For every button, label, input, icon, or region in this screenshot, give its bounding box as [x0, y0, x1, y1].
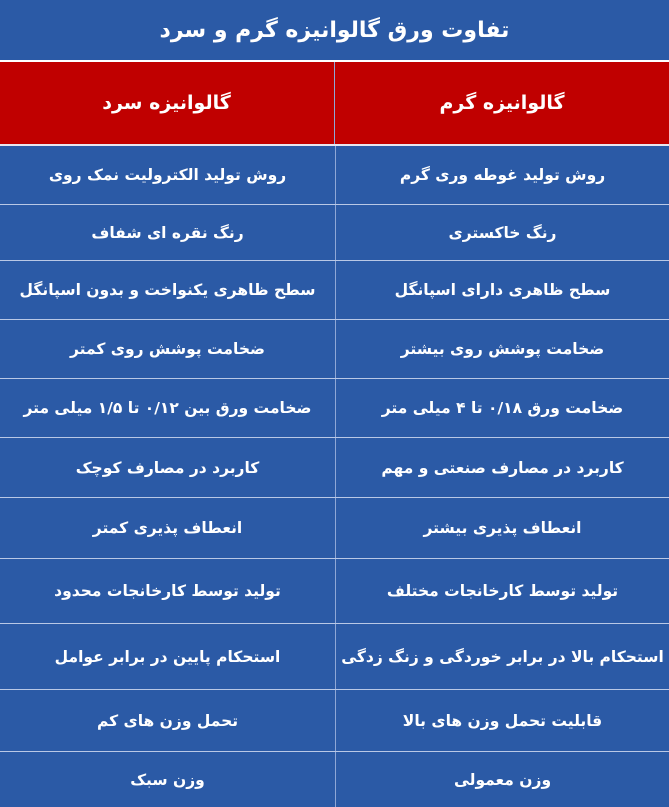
table-row	[0, 498, 669, 559]
cell-cold: وزن سبک	[130, 770, 205, 789]
cell-cold: ضخامت پوشش روی کمتر	[70, 340, 265, 358]
table-row	[0, 146, 669, 205]
cell-cold: استحکام پایین در برابر عوامل	[54, 647, 281, 666]
header-hot-galvanized: گالوانیزه گرم	[334, 62, 669, 144]
table-title-text: تفاوت ورق گالوانیزه گرم و سرد	[159, 17, 510, 43]
table-row	[0, 690, 669, 752]
cell-hot: ضخامت ورق ۰/۱۸ تا ۴ میلی متر	[335, 379, 669, 437]
table-header	[0, 62, 669, 146]
table-row	[0, 438, 669, 498]
cell-hot: وزن معمولی	[335, 752, 669, 807]
table-row	[0, 320, 669, 379]
cell-cold: کاربرد در مصارف کوچک	[75, 458, 260, 477]
cell-hot: ضخامت پوشش روی بیشتر	[335, 320, 669, 378]
table-row	[0, 261, 669, 320]
table-row	[0, 379, 669, 438]
table-row	[0, 205, 669, 261]
cell-hot: رنگ خاکستری	[335, 205, 669, 260]
header-cold-galvanized: گالوانیزه سرد	[102, 92, 231, 114]
cell-hot: تولید توسط کارخانجات مختلف	[335, 559, 669, 623]
cell-hot: روش تولید غوطه وری گرم	[335, 146, 669, 204]
cell-cold: تحمل وزن های کم	[96, 711, 239, 730]
cell-hot: کاربرد در مصارف صنعتی و مهم	[335, 438, 669, 497]
cell-cold: سطح ظاهری یکنواخت و بدون اسپانگل	[19, 281, 316, 299]
table-title	[0, 0, 669, 62]
table-row	[0, 624, 669, 690]
cell-hot: انعطاف پذیری بیشتر	[335, 498, 669, 558]
cell-cold: رنگ نقره ای شفاف	[91, 223, 244, 242]
cell-cold: روش تولید الکترولیت نمک روی	[48, 166, 287, 184]
table-row	[0, 752, 669, 807]
cell-hot: سطح ظاهری دارای اسپانگل	[335, 261, 669, 319]
cell-cold: ضخامت ورق بین ۰/۱۲ تا ۱/۵ میلی متر	[23, 399, 312, 417]
cell-cold: انعطاف پذیری کمتر	[92, 519, 243, 537]
cell-hot: استحکام بالا در برابر خوردگی و زنگ زدگی	[335, 624, 669, 689]
cell-hot: قابلیت تحمل وزن های بالا	[335, 690, 669, 751]
cell-cold: تولید توسط کارخانجات محدود	[54, 582, 281, 600]
table-row	[0, 559, 669, 624]
table-body	[0, 146, 669, 807]
